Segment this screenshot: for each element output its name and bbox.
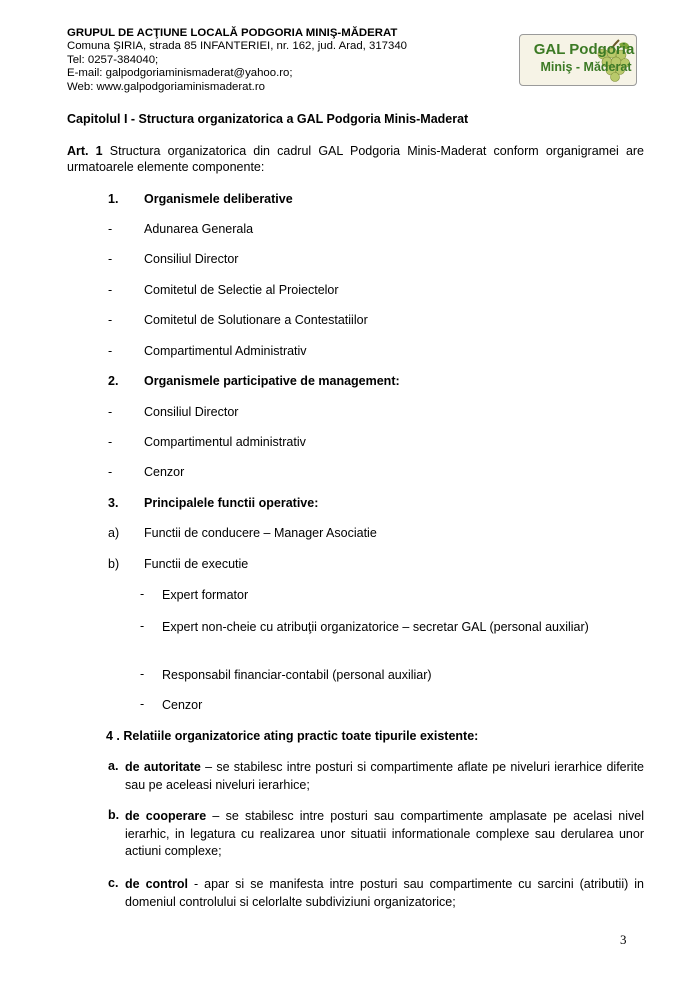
sub-list-bullet: - [140, 697, 145, 711]
relation-term: de control [125, 877, 188, 891]
letterhead [67, 27, 507, 94]
section-title: Principalele functii operative: [144, 496, 319, 510]
gal-logo [519, 34, 637, 86]
page-number: 3 [620, 932, 627, 947]
list-item: Comitetul de Selectie al Proiectelor [144, 283, 339, 297]
organization-name: GRUPUL DE ACŢIUNE LOCALĂ PODGORIA MINIŞ-MĂDERAT [67, 27, 398, 39]
section-number: 1. [108, 192, 119, 206]
logo-subtitle: Miniş - Măderat [540, 60, 632, 74]
relation-text: - apar si se manifesta intre posturi sau compartimente cu sarcini (atributii) in domeniul controlului si celorlalte subdiviziuni organizatorice; [125, 877, 645, 909]
sub-list-item: Responsabil financiar-contabil (personal auxiliar) [162, 668, 432, 682]
organization-phone: Tel: 0257-384040; [67, 53, 159, 66]
list-bullet: - [108, 252, 113, 266]
sub-list-bullet: - [140, 619, 145, 633]
list-item: Cenzor [144, 465, 185, 479]
relation-marker: b. [108, 808, 120, 822]
relation-marker: a. [108, 759, 119, 773]
relations-title: 4 . Relatiile organizatorice ating practic toate tipurile existente: [106, 729, 479, 743]
relation-item [125, 876, 644, 911]
article-1-paragraph [67, 143, 644, 175]
list-bullet: - [108, 344, 113, 358]
list-item: Comitetul de Solutionare a Contestatiilor [144, 313, 368, 327]
section-number: 3. [108, 496, 119, 510]
list-item: Functii de conducere – Manager Asociatie [144, 526, 377, 540]
relation-text: – se stabilesc intre posturi si compartimente aflate pe niveluri ierarhice diferite sau pe aceleasi niveluri ierarhice; [125, 760, 644, 792]
organization-website: Web: www.galpodgoriaminismaderat.ro [67, 80, 265, 93]
list-item: Consiliul Director [144, 252, 239, 266]
list-marker: a) [108, 526, 120, 540]
chapter-title: Capitolul I - Structura organizatorica a GAL Podgoria Minis-Maderat [67, 112, 469, 126]
list-marker: b) [108, 557, 120, 571]
list-bullet: - [108, 283, 113, 297]
relation-item [125, 808, 644, 861]
section-number: 2. [108, 374, 119, 388]
relation-term: de cooperare [125, 809, 207, 823]
list-bullet: - [108, 465, 113, 479]
sub-list-item: Expert formator [162, 588, 249, 602]
sub-list-item: Expert non-cheie cu atribuţii organizatorice – secretar GAL (personal auxiliar) [162, 620, 589, 634]
list-bullet: - [108, 405, 113, 419]
organization-address: Comuna ŞIRIA, strada 85 INFANTERIEI, nr. 162, jud. Arad, 317340 [67, 40, 407, 53]
organization-email: E-mail: galpodgoriaminismaderat@yahoo.ro; [67, 67, 293, 80]
list-item: Functii de executie [144, 557, 249, 571]
logo-title: GAL Podgoria [533, 41, 635, 58]
section-title: Organismele participative de management: [144, 374, 400, 388]
sub-list-bullet: - [140, 587, 145, 601]
relation-term: de autoritate [125, 760, 201, 774]
relation-item [125, 759, 644, 794]
list-bullet: - [108, 435, 113, 449]
list-item: Compartimentul administrativ [144, 435, 306, 449]
relation-marker: c. [108, 876, 119, 890]
list-bullet: - [108, 313, 113, 327]
list-item: Consiliul Director [144, 405, 239, 419]
sub-list-item: Cenzor [162, 698, 203, 712]
relation-text: – se stabilesc intre posturi sau compartimente amplasate pe acelasi nivel ierarhic, in legatura cu realizarea unor situatii informationale complexe sau derularea unor actiuni complexe; [125, 809, 644, 858]
section-title: Organismele deliberative [144, 192, 293, 206]
article-label: Art. 1 [67, 144, 103, 158]
list-item: Adunarea Generala [144, 222, 254, 236]
sub-list-bullet: - [140, 667, 145, 681]
list-bullet: - [108, 222, 113, 236]
article-text: Structura organizatorica din cadrul GAL Podgoria Minis-Maderat conform organigramei are urmatoarele elemente componente: [67, 144, 645, 174]
list-item: Compartimentul Administrativ [144, 344, 307, 358]
